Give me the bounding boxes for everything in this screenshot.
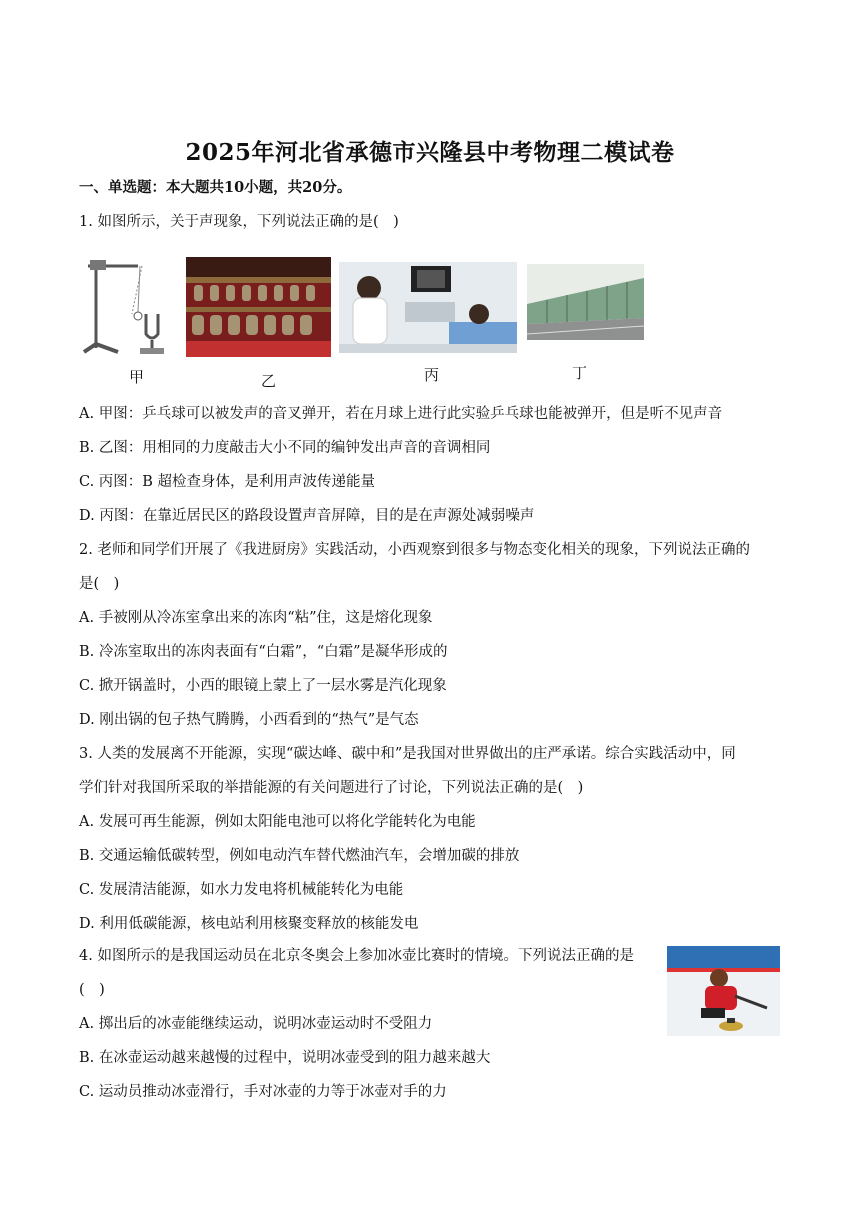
q4-option-a: A. 掷出后的冰壶能继续运动，说明冰壶运动时不受阻力 bbox=[79, 1016, 433, 1032]
q3-option-d: D. 利用低碳能源，核电站利用核聚变释放的核能发电 bbox=[79, 916, 419, 932]
figure-curling-photo bbox=[667, 946, 780, 1036]
figure-caption-bing: 丙 bbox=[424, 366, 440, 384]
q3-stem-line1: 3. 人类的发展离不开能源，实现“碳达峰、碳中和”是我国对世界做出的庄严承诺。综合实践活动中，同 bbox=[79, 746, 736, 762]
figure-ding-sound-barrier bbox=[527, 264, 644, 340]
figure-caption-yi: 乙 bbox=[261, 372, 277, 390]
q3-option-b: B. 交通运输低碳转型，例如电动汽车替代燃油汽车，会增加碳的排放 bbox=[79, 848, 520, 864]
q4-stem-line2: ( ) bbox=[79, 982, 105, 998]
q2-option-b: B. 冷冻室取出的冻肉表面有“白霜”，“白霜”是凝华形成的 bbox=[79, 644, 448, 660]
q2-option-c: C. 掀开锅盖时，小西的眼镜上蒙上了一层水雾是汽化现象 bbox=[79, 678, 447, 694]
q4-option-c: C. 运动员推动冰壶滑行，手对冰壶的力等于冰壶对手的力 bbox=[79, 1084, 447, 1100]
q1-option-c: C. 丙图：B 超检查身体，是利用声波传递能量 bbox=[79, 474, 376, 490]
q4-stem-line1: 4. 如图所示的是我国运动员在北京冬奥会上参加冰壶比赛时的情境。下列说法正确的是 bbox=[79, 948, 634, 964]
q3-option-a: A. 发展可再生能源，例如太阳能电池可以将化学能转化为电能 bbox=[79, 814, 476, 830]
q3-stem-line2: 学们针对我国所采取的举措能源的有关问题进行了讨论，下列说法正确的是( ) bbox=[79, 780, 584, 796]
figure-caption-ding: 丁 bbox=[572, 364, 588, 382]
figure-bing-ultrasound bbox=[339, 262, 517, 353]
q4-option-b: B. 在冰壶运动越来越慢的过程中，说明冰壶受到的阻力越来越大 bbox=[79, 1050, 491, 1066]
section-heading: 一、单选题：本大题共10小题，共20分。 bbox=[79, 179, 352, 196]
q1-stem: 1. 如图所示，关于声现象，下列说法正确的是( ) bbox=[79, 214, 399, 230]
q3-option-c: C. 发展清洁能源，如水力发电将机械能转化为电能 bbox=[79, 882, 404, 898]
figure-caption-jia: 甲 bbox=[129, 368, 145, 386]
q1-option-d: D. 丙图：在靠近居民区的路段设置声音屏障，目的是在声源处减弱噪声 bbox=[79, 508, 535, 524]
q1-option-a: A. 甲图：乒乓球可以被发声的音叉弹开，若在月球上进行此实验乒乓球也能被弹开，但是听不见声音 bbox=[79, 406, 723, 422]
q2-stem-line2: 是( ) bbox=[79, 576, 120, 592]
q1-option-b: B. 乙图：用相同的力度敲击大小不同的编钟发出声音的音调相同 bbox=[79, 440, 491, 456]
q2-option-a: A. 手被刚从冷冻室拿出来的冻肉“粘”住，这是熔化现象 bbox=[79, 610, 433, 626]
q2-stem-line1: 2. 老师和同学们开展了《我进厨房》实践活动，小西观察到很多与物态变化相关的现象，下列说法正确的 bbox=[79, 542, 750, 558]
q2-option-d: D. 刚出锅的包子热气腾腾，小西看到的“热气”是气态 bbox=[79, 712, 419, 728]
figure-yi-chime-bells bbox=[186, 257, 331, 357]
figure-jia-tuning-fork bbox=[78, 252, 178, 362]
page-title: 2025年河北省承德市兴隆县中考物理二模试卷 bbox=[185, 139, 675, 166]
